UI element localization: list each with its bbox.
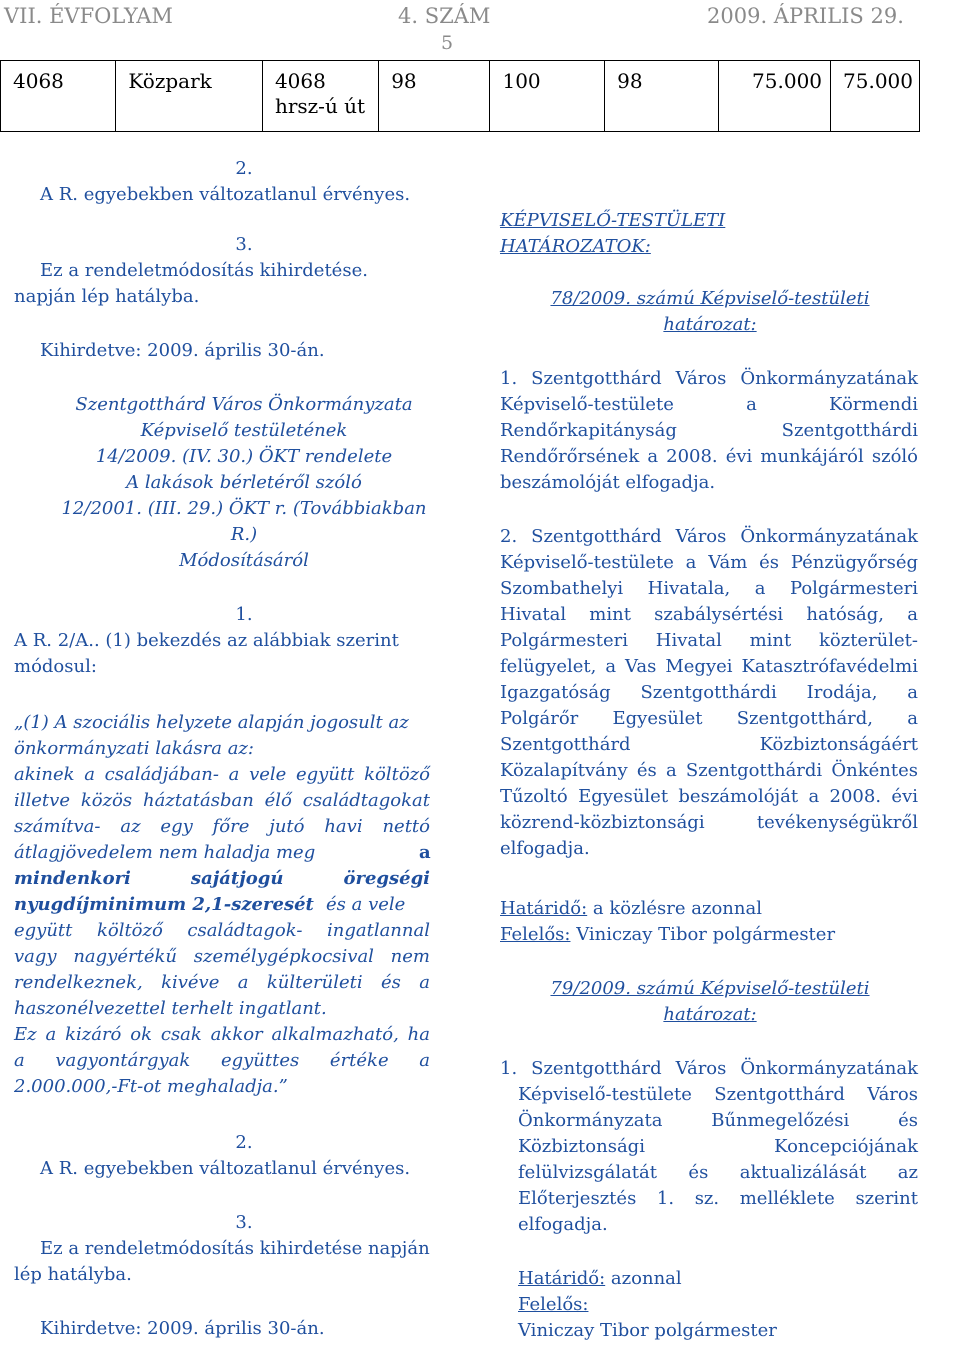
responsible-label: Felelős: [500, 924, 571, 945]
table-cell: 75.000 [831, 61, 920, 132]
property-table [0, 60, 920, 132]
paragraph-1-line1: A R. 2/A.. (1) bekezdés az alábbiak szerint [14, 630, 399, 651]
resolution-79-p1-line: Közbiztonsági Koncepciójának [518, 1136, 918, 1157]
resolution-78-p2-line: Igazgatóság Szentgotthárdi Irodája, a [500, 682, 918, 703]
table-cell: 75.000 [719, 61, 831, 132]
paragraph-2-text: A R. egyebekben változatlanul érvényes. [40, 1158, 411, 1179]
resolution-79-p1-line: 1. Szentgotthárd Város Önkormányzatának [500, 1058, 918, 1079]
issue-label: 4. SZÁM [398, 4, 491, 28]
paragraph-1-number: 1. [235, 604, 253, 625]
quote-line: önkormányzati lakásra az: [14, 738, 254, 759]
decree-title-line1: Szentgotthárd Város Önkormányzata [75, 394, 413, 415]
resolution-78-p2-line: Hivatal mint szabálysértési hatóság, a [500, 604, 918, 625]
table-cell: 100 [490, 61, 605, 132]
promulgation-date: Kihirdetve: 2009. április 30-án. [40, 340, 325, 361]
resolution-79-p1-line: Képviselő-testülete Szentgotthárd Város [518, 1084, 918, 1105]
resolution-78-p2-line: felügyelet, a Vas Megyei Katasztrófavédelmi [500, 656, 918, 677]
table-cell: 98 [379, 61, 490, 132]
resolution-79-p1-line: Önkormányzata Bűnmegelőzési és [518, 1110, 918, 1131]
decree-title-line4: A lakások bérletéről szóló [126, 472, 362, 493]
paragraph-3-number: 3. [235, 1212, 253, 1233]
deadline-line-2 [518, 1268, 682, 1291]
resolution-78-p2-line: 2. Szentgotthárd Város Önkormányzatának [500, 526, 918, 547]
quote-line: „(1) A szociális helyzete alapján jogosult az [14, 712, 409, 733]
responsible-value-2: Viniczay Tibor polgármester [518, 1320, 777, 1341]
section-2-text: A R. egyebekben változatlanul érvényes. [40, 184, 411, 205]
resolution-79-title: 79/2009. számú Képviselő-testületi [550, 978, 870, 999]
paragraph-1-line2: módosul: [14, 656, 97, 677]
quote-line: a vagyontárgyak együttes értéke a [14, 1050, 430, 1071]
resolution-78-p2-line: elfogadja. [500, 838, 590, 859]
quote-line: illetve közös háztatásban élő családtagokat [14, 790, 430, 811]
resolution-79-p1-line: elfogadja. [518, 1214, 608, 1235]
decree-title-line5: 12/2001. (III. 29.) ÖKT r. (Továbbiakban [61, 498, 427, 519]
decree-title-line3: 14/2009. (IV. 30.) ÖKT rendelete [95, 446, 393, 467]
resolution-78-p2-line: Közalapítvány és a Szentgotthárdi Önkéntes [500, 760, 918, 781]
quote-line: számítva- az egy főre jutó havi nettó [14, 816, 430, 837]
quote-line: Ez a kizáró ok csak akkor alkalmazható, ha [14, 1024, 430, 1045]
resolution-79-subtitle: határozat: [663, 1004, 757, 1025]
quote-line: 2.000.000,-Ft-ot meghaladja.” [14, 1076, 288, 1097]
resolution-78-p1-line: Rendőrkapitányság Szentgotthárdi [500, 420, 918, 441]
table-cell: 4068 hrsz-ú út [262, 61, 378, 132]
deadline-label: Határidő: [500, 898, 588, 919]
paragraph-3-line2: lép hatályba. [14, 1264, 132, 1285]
resolution-78-p1-line: 1. Szentgotthárd Város Önkormányzatának [500, 368, 918, 389]
volume-label: VII. ÉVFOLYAM [4, 4, 173, 28]
resolution-78-p2-line: Tűzoltó Egyesület beszámolóját a 2008. évi [500, 786, 918, 807]
deadline-label-2: Határidő: [518, 1268, 606, 1289]
quote-line: átlagjövedelem nem haladja meg [14, 842, 316, 863]
quote-line: együtt költöző családtagok- ingatlannal [14, 920, 430, 941]
quote-line: nyugdíjminimum 2,1-szeresét [14, 894, 314, 915]
paragraph-2-number: 2. [235, 1132, 253, 1153]
resolution-78-p2-line: Szombathelyi Hivatala, a Polgármesteri [500, 578, 918, 599]
table-cell: Közpark [116, 61, 263, 132]
responsible-value: Viniczay Tibor polgármester [576, 924, 836, 945]
resolution-78-title: 78/2009. számú Képviselő-testületi [550, 288, 870, 309]
date-label: 2009. ÁPRILIS 29. [707, 4, 904, 28]
deadline-line [500, 898, 762, 921]
resolution-78-p2-line: közrend-közbiztonsági tevékenységükről [500, 812, 918, 833]
deadline-value: a közlésre azonnal [592, 898, 762, 919]
paragraph-3-line1: Ez a rendeletmódosítás kihirdetése napján [40, 1238, 430, 1259]
resolution-78-p2-line: Polgárőr Egyesület Szentgotthárd, a [500, 708, 918, 729]
table-cell: 98 [605, 61, 719, 132]
quote-line: mindenkori sajátjogú öregségi [14, 868, 430, 889]
quote-line: és a vele [326, 894, 406, 915]
resolution-78-p2-line: Szentgotthárd Közbiztonságáért [500, 734, 918, 755]
section-3-line1: Ez a rendeletmódosítás kihirdetése. [40, 260, 368, 281]
resolution-78-p1-line: Képviselő-testülete a Körmendi [500, 394, 918, 415]
quote-line: a [419, 842, 431, 863]
deadline-value-2: azonnal [610, 1268, 682, 1289]
resolution-79-p1-line: felülvizsgálatát és aktualizálását az [518, 1162, 918, 1183]
resolution-78-p1-line: beszámolóját elfogadja. [500, 472, 716, 493]
responsible-label-2: Felelős: [518, 1294, 589, 1315]
decree-title-line2: Képviselő testületének [140, 420, 348, 441]
table-row [1, 61, 920, 132]
section-3-line2: napján lép hatályba. [14, 286, 200, 307]
section-3-number: 3. [235, 234, 253, 255]
resolutions-heading-line1: KÉPVISELŐ-TESTÜLETI [500, 210, 726, 231]
section-2-number: 2. [235, 158, 253, 179]
responsible-line [500, 924, 835, 947]
resolution-79-p1-line: Előterjesztés 1. sz. melléklete szerint [518, 1188, 918, 1209]
resolution-78-p2-line: Képviselő-testülete a Vám és Pénzügyőrség [500, 552, 918, 573]
quote-line: vagy nagyértékű személygépkocsival nem [14, 946, 430, 967]
promulgation-date-2: Kihirdetve: 2009. április 30-án. [40, 1318, 325, 1339]
quote-line: haszonélvezettel terhelt ingatlant. [14, 998, 327, 1019]
quote-line: rendelkeznek, kivéve a külterületi és a [14, 972, 430, 993]
table-cell: 4068 [1, 61, 116, 132]
resolutions-heading-line2: HATÁROZATOK: [500, 236, 651, 257]
decree-title-line7: Módosításáról [179, 550, 309, 571]
resolution-78-p2-line: Polgármesteri Hivatal mint közterület- [500, 630, 918, 651]
page-number: 5 [441, 32, 454, 54]
quote-line: akinek a családjában- a vele együtt költöző [14, 764, 430, 785]
resolution-78-subtitle: határozat: [663, 314, 757, 335]
decree-title-line6: R.) [230, 524, 258, 545]
resolution-78-p1-line: Rendőrőrsének a 2008. évi munkájáról szóló [500, 446, 918, 467]
